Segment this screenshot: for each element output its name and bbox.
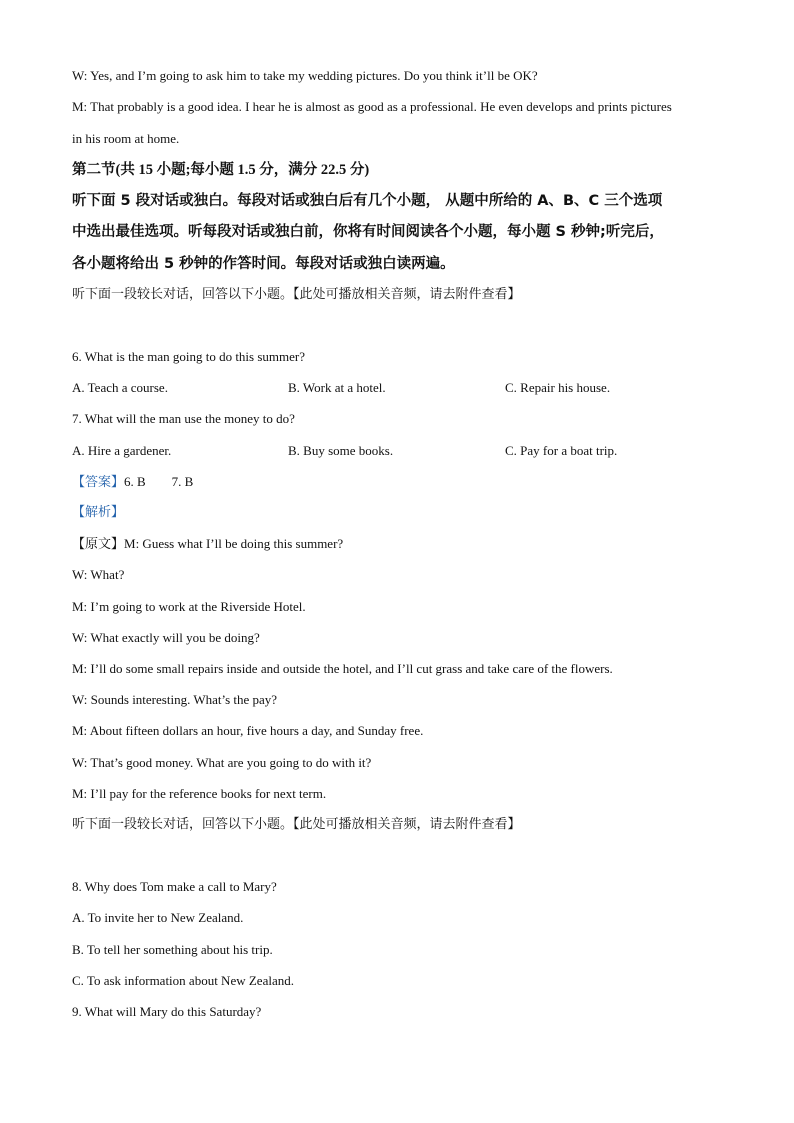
transcript-line xyxy=(72,535,343,554)
transcript-line: M: I’ll pay for the reference books for next term. xyxy=(72,786,327,801)
q6-option-c: C. Repair his house. xyxy=(505,380,611,395)
transcript-line: W: What? xyxy=(72,567,125,582)
q6-option-b: B. Work at a hotel. xyxy=(288,380,386,395)
transcript-line: W: Sounds interesting. What’s the pay? xyxy=(72,692,278,707)
transcript-line: M: I’m going to work at the Riverside Hotel. xyxy=(72,599,306,614)
q8-option-c: C. To ask information about New Zealand. xyxy=(72,973,294,988)
dialogue-line: in his room at home. xyxy=(72,131,180,146)
section-title: 第二节(共 15 小题;每小题 1.5 分，满分 22.5 分) xyxy=(72,162,370,178)
q8-option-a: A. To invite her to New Zealand. xyxy=(72,910,244,925)
section-instruction: 听下面 5 段对话或独白。每段对话或独白后有几个小题， 从题中所给的 A、B、C 三个选项 xyxy=(72,193,663,209)
q8-option-b: B. To tell her something about his trip. xyxy=(72,942,273,957)
dialogue-line: M: That probably is a good idea. I hear he is almost as good as a professional. He even develops and prints pictures xyxy=(72,99,672,114)
transcript-line: W: What exactly will you be doing? xyxy=(72,630,260,645)
transcript-line: M: About fifteen dollars an hour, five hours a day, and Sunday free. xyxy=(72,723,424,738)
listen-instruction: 听下面一段较长对话，回答以下小题。【此处可播放相关音频，请去附件查看】 xyxy=(72,287,521,302)
original-label: 【原文】 xyxy=(72,537,125,552)
question-6: 6. What is the man going to do this summer? xyxy=(72,349,306,364)
q7-option-c: C. Pay for a boat trip. xyxy=(505,443,618,458)
answer-label: 【答案】 xyxy=(72,475,125,490)
section-instruction: 中选出最佳选项。听每段对话或独白前，你将有时间阅读各个小题，每小题 S 秒钟;听完后， xyxy=(72,224,664,240)
question-8: 8. Why does Tom make a call to Mary? xyxy=(72,879,277,894)
question-9: 9. What will Mary do this Saturday? xyxy=(72,1004,262,1019)
answer-text: 6. B 7. B xyxy=(124,474,194,489)
dialogue-line: W: Yes, and I’m going to ask him to take my wedding pictures. Do you think it’ll be OK? xyxy=(72,68,538,83)
transcript-line: W: That’s good money. What are you going to do with it? xyxy=(72,755,372,770)
q7-option-a: A. Hire a gardener. xyxy=(72,443,172,458)
answer-line xyxy=(72,473,193,492)
listen-instruction: 听下面一段较长对话，回答以下小题。【此处可播放相关音频，请去附件查看】 xyxy=(72,817,521,832)
section-instruction: 各小题将给出 5 秒钟的作答时间。每段对话或独白读两遍。 xyxy=(72,256,455,272)
q6-option-a: A. Teach a course. xyxy=(72,380,168,395)
transcript-text: M: Guess what I’ll be doing this summer? xyxy=(124,536,344,551)
analysis-label: 【解析】 xyxy=(72,505,125,520)
transcript-line: M: I’ll do some small repairs inside and outside the hotel, and I’ll cut grass and take care of the flowers. xyxy=(72,661,613,676)
q7-option-b: B. Buy some books. xyxy=(288,443,394,458)
question-7: 7. What will the man use the money to do? xyxy=(72,411,295,426)
